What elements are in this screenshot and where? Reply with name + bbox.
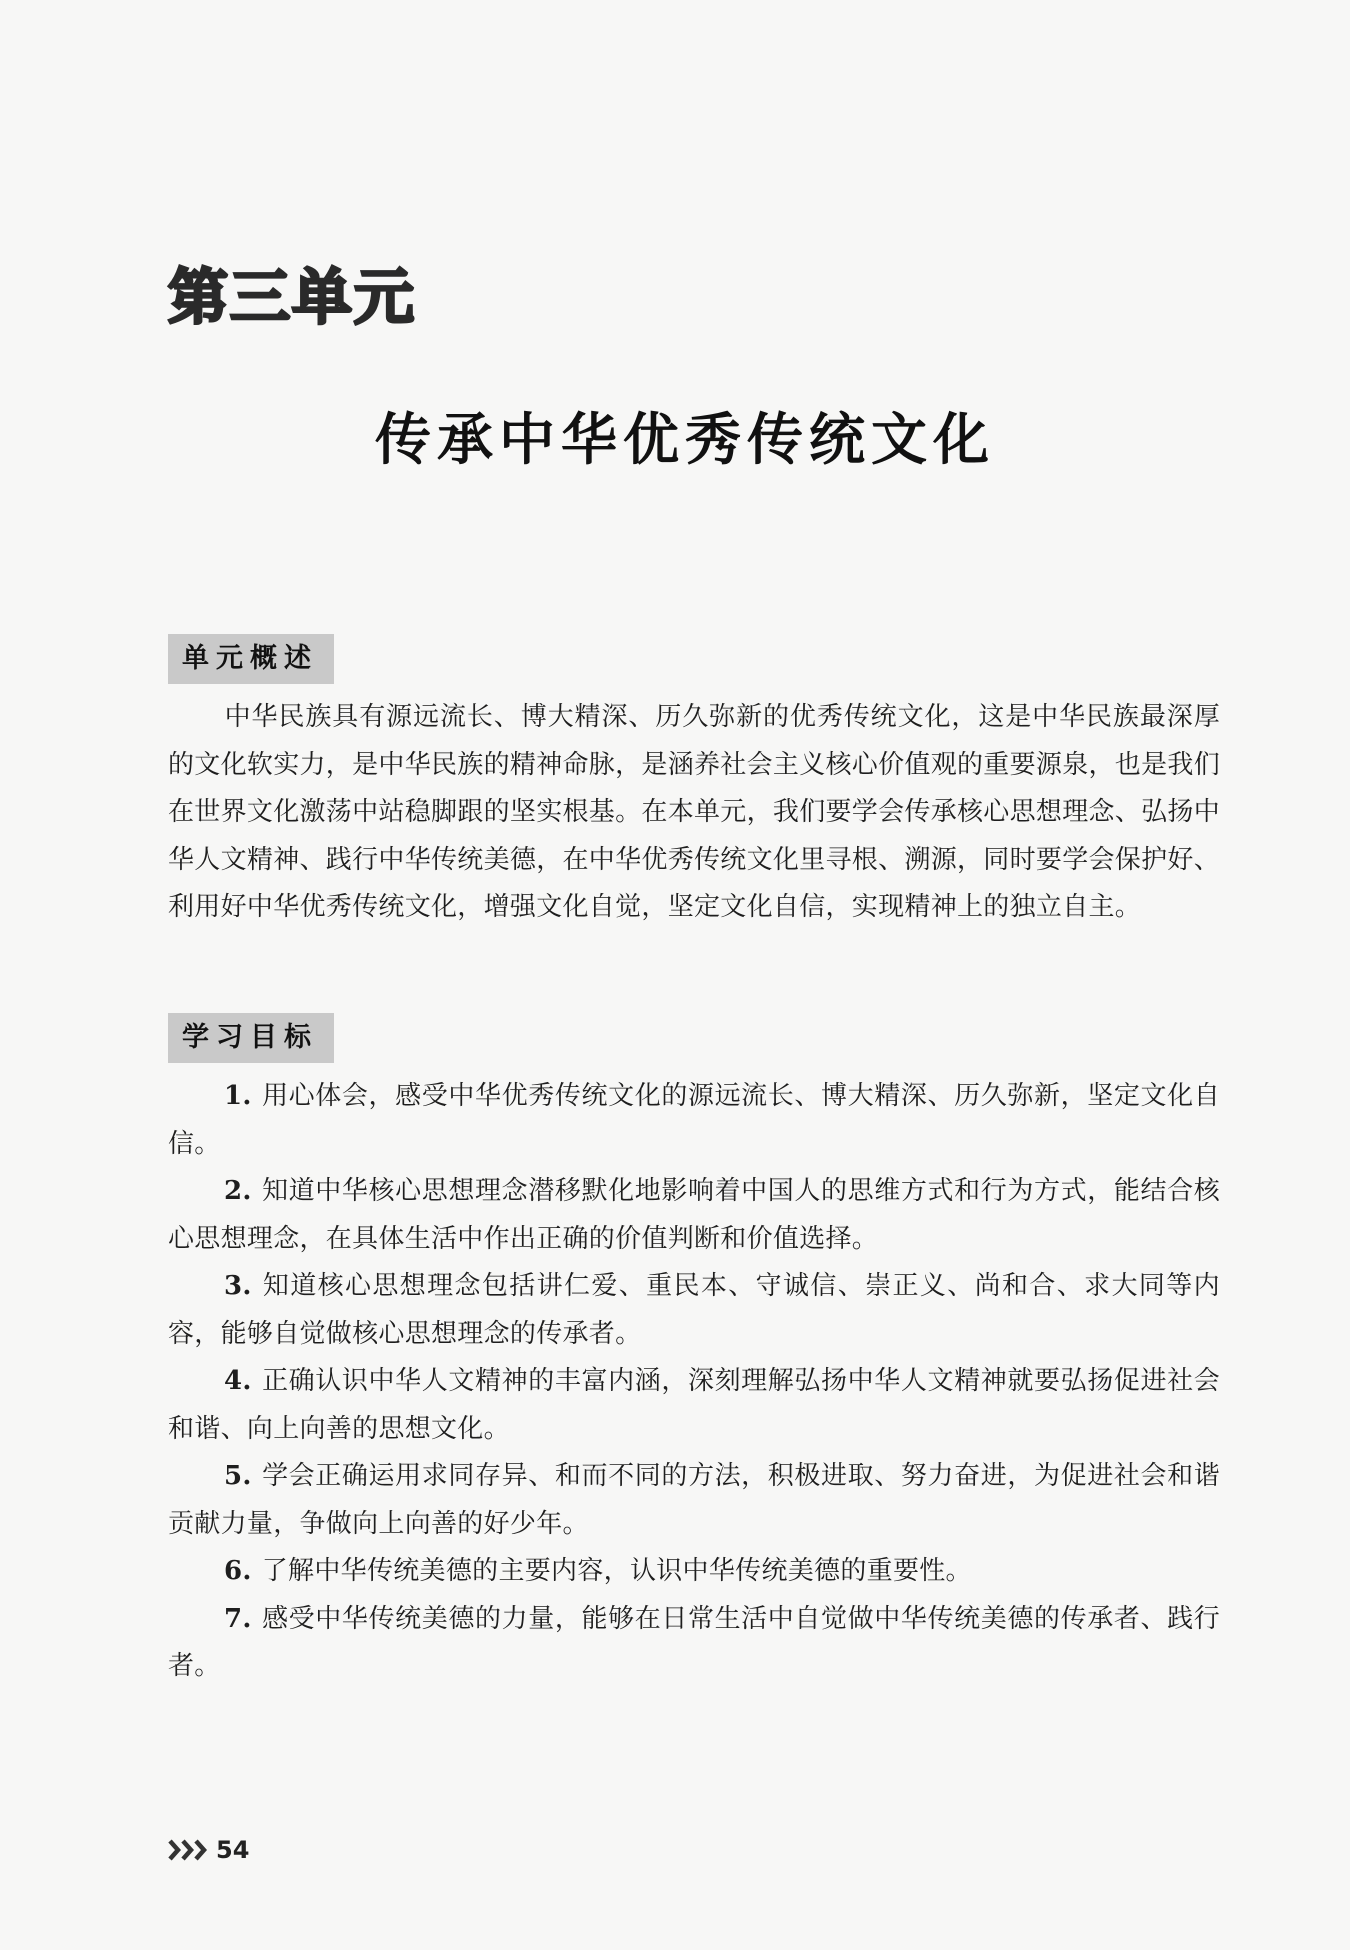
page-number: 54 (216, 1836, 250, 1864)
objective-item (168, 1548, 1220, 1596)
objective-text: 感受中华传统美德的力量，能够在日常生活中自觉做中华传统美德的传承者、践行者。 (168, 1603, 1220, 1681)
objective-item (168, 1168, 1220, 1263)
objective-text: 正确认识中华人文精神的丰富内涵，深刻理解弘扬中华人文精神就要弘扬促进社会和谐、向上向善的思想文化。 (168, 1366, 1220, 1444)
objective-number: 7. (224, 1603, 252, 1634)
objective-text: 学会正确运用求同存异、和而不同的方法，积极进取、努力奋进，为促进社会和谐贡献力量，争做向上向善的好少年。 (168, 1461, 1220, 1539)
objective-number: 6. (224, 1556, 252, 1586)
page-title: 传承中华优秀传统文化 (375, 407, 995, 473)
objective-number: 4. (224, 1366, 252, 1396)
objective-item (168, 1263, 1220, 1358)
objective-item (168, 1453, 1220, 1548)
triple-chevron-right-icon (168, 1837, 210, 1863)
objective-text: 知道中华核心思想理念潜移默化地影响着中国人的思维方式和行为方式，能结合核心思想理念，在具体生活中作出正确的价值判断和价值选择。 (168, 1176, 1220, 1254)
overview-text: 中华民族具有源远流长、博大精深、历久弥新的优秀传统文化，这是中华民族最深厚的文化软实力，是中华民族的精神命脉，是涵养社会主义核心价值观的重要源泉，也是我们在世界文化激荡中站稳脚跟的坚实根基。在本单元，我们要学会传承核心思想理念、弘扬中华人文精神、践行中华传统美德，在中华优秀传统文化里寻根、溯源，同时要学会保护好、利用好中华优秀传统文化，增强文化自觉，坚定文化自信，实现精神上的独立自主。 (168, 702, 1221, 922)
objective-text: 知道核心思想理念包括讲仁爱、重民本、守诚信、崇正义、尚和合、求大同等内容，能够自觉做核心思想理念的传承者。 (168, 1271, 1220, 1349)
objective-text: 用心体会，感受中华优秀传统文化的源远流长、博大精深、历久弥新，坚定文化自信。 (168, 1081, 1220, 1159)
objectives-list (168, 1073, 1220, 1691)
objective-item (168, 1073, 1220, 1168)
section-heading-overview: 单元概述 (168, 634, 334, 684)
objective-number: 5. (224, 1461, 252, 1491)
page-footer (168, 1836, 249, 1864)
objective-text: 了解中华传统美德的主要内容，认识中华传统美德的重要性。 (261, 1556, 972, 1586)
objective-item (168, 1596, 1220, 1691)
unit-label: 第三单元 (168, 263, 416, 333)
objective-item (168, 1358, 1220, 1453)
objective-number: 1. (224, 1081, 252, 1111)
objective-number: 3. (224, 1271, 252, 1301)
overview-paragraph (168, 694, 1220, 932)
objective-number: 2. (224, 1176, 252, 1206)
section-heading-objectives: 学习目标 (168, 1013, 334, 1063)
